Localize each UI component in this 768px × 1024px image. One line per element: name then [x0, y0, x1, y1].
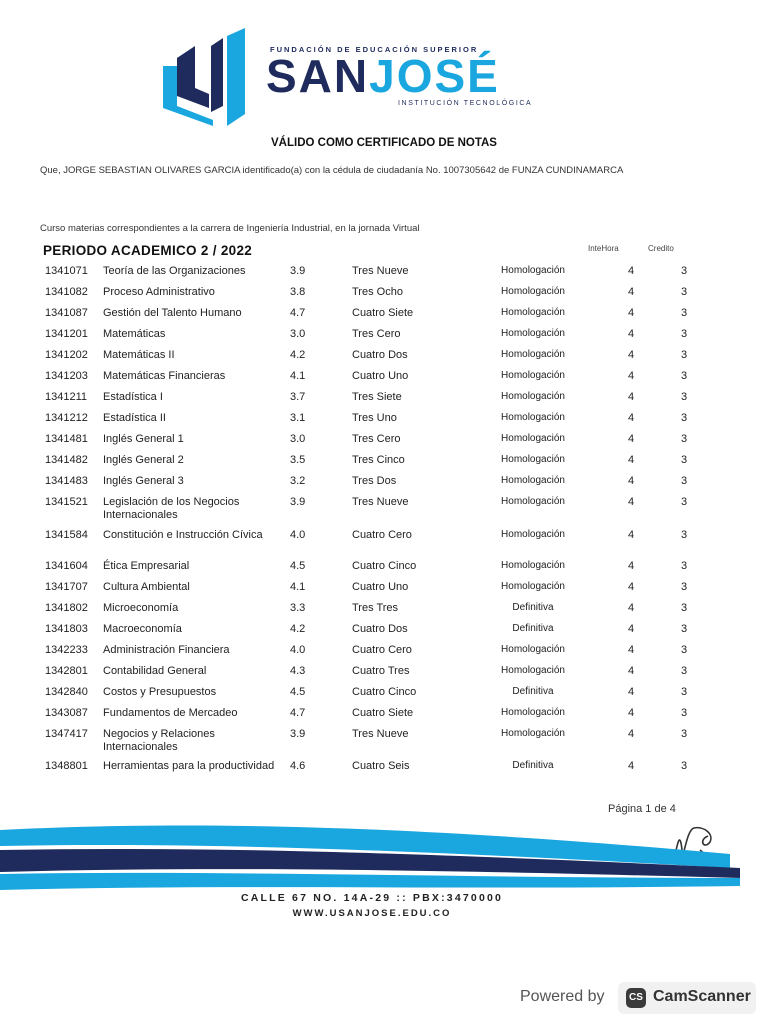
cell-grade: 4.7	[290, 307, 306, 319]
cell-words: Cuatro Dos	[352, 623, 408, 635]
camscanner-icon: CS	[626, 988, 646, 1008]
cell-hours: 4	[628, 665, 635, 677]
cell-hours: 4	[628, 496, 635, 508]
cell-credits: 3	[681, 644, 688, 656]
cell-words: Tres Tres	[352, 602, 399, 614]
cell-words: Cuatro Cero	[352, 529, 412, 541]
cell-type: Definitiva	[512, 602, 554, 613]
org-name-part-1: SAN	[266, 50, 370, 102]
cell-credits: 3	[681, 454, 688, 466]
cell-credits: 3	[681, 328, 688, 340]
cell-words: Tres Dos	[352, 475, 397, 487]
cell-grade: 4.0	[290, 529, 306, 541]
cell-credits: 3	[681, 760, 688, 772]
cell-type: Homologación	[501, 644, 565, 655]
cell-name: Herramientas para la productividad	[103, 760, 275, 772]
cell-words: Cuatro Seis	[352, 760, 410, 772]
cell-name: Matemáticas II	[103, 349, 175, 361]
cell-credits: 3	[681, 665, 688, 677]
org-subtitle: INSTITUCIÓN TECNOLÓGICA	[398, 100, 533, 107]
cell-hours: 4	[628, 370, 635, 382]
cell-credits: 3	[681, 433, 688, 445]
cell-type: Definitiva	[512, 760, 554, 771]
footer-website: WWW.USANJOSE.EDU.CO	[292, 908, 452, 919]
cell-credits: 3	[681, 529, 688, 541]
cell-credits: 3	[681, 349, 688, 361]
cell-grade: 4.0	[290, 644, 306, 656]
cell-credits: 3	[681, 686, 688, 698]
cell-name: Negocios y Relaciones Internacionales	[103, 728, 215, 753]
cell-type: Homologación	[501, 370, 565, 381]
cell-hours: 4	[628, 529, 635, 541]
cell-type: Homologación	[501, 560, 565, 571]
cell-hours: 4	[628, 286, 635, 298]
cell-credits: 3	[681, 475, 688, 487]
cell-grade: 3.2	[290, 475, 306, 487]
cell-type: Definitiva	[512, 686, 554, 697]
cell-grade: 3.9	[290, 265, 306, 277]
cell-grade: 4.6	[290, 760, 306, 772]
cell-code: 1348801	[45, 760, 88, 772]
cell-words: Tres Cinco	[352, 454, 405, 466]
cell-type: Homologación	[501, 496, 565, 507]
cell-grade: 3.9	[290, 496, 306, 508]
cell-type: Homologación	[501, 286, 565, 297]
cell-credits: 3	[681, 391, 688, 403]
cell-grade: 3.5	[290, 454, 306, 466]
cell-words: Tres Nueve	[352, 496, 409, 508]
cell-name: Costos y Presupuestos	[103, 686, 217, 698]
cell-words: Cuatro Tres	[352, 665, 410, 677]
cell-grade: 3.3	[290, 602, 306, 614]
cell-grade: 4.2	[290, 623, 306, 635]
cell-type: Homologación	[501, 391, 565, 402]
cell-words: Tres Siete	[352, 391, 402, 403]
page-number: Página 1 de 4	[608, 803, 676, 815]
cell-code: 1341802	[45, 602, 88, 614]
cell-hours: 4	[628, 707, 635, 719]
cell-grade: 4.1	[290, 581, 306, 593]
cell-code: 1341584	[45, 529, 88, 541]
cell-code: 1341202	[45, 349, 88, 361]
cell-hours: 4	[628, 581, 635, 593]
cell-credits: 3	[681, 581, 688, 593]
cell-code: 1341201	[45, 328, 88, 340]
cell-hours: 4	[628, 560, 635, 572]
cell-code: 1341482	[45, 454, 88, 466]
cell-name: Constitución e Instrucción Cívica	[103, 529, 263, 541]
cell-type: Homologación	[501, 529, 565, 540]
cell-type: Homologación	[501, 349, 565, 360]
cell-name: Legislación de los Negocios Internacionales	[103, 496, 240, 521]
cell-type: Homologación	[501, 412, 565, 423]
cell-credits: 3	[681, 602, 688, 614]
cell-code: 1341604	[45, 560, 88, 572]
cell-credits: 3	[681, 707, 688, 719]
cell-name: Inglés General 3	[103, 475, 184, 487]
cell-code: 1343087	[45, 707, 88, 719]
cell-code: 1341481	[45, 433, 88, 445]
cell-hours: 4	[628, 602, 635, 614]
cell-code: 1341483	[45, 475, 88, 487]
certificate-statement: Que, JORGE SEBASTIAN OLIVARES GARCIA identificado(a) con la cédula de ciudadanía No. 1007305642 de FUNZA CUNDINAMARCA	[40, 165, 624, 176]
org-name	[266, 50, 500, 102]
cell-credits: 3	[681, 286, 688, 298]
org-top-line: FUNDACIÓN DE EDUCACIÓN SUPERIOR	[270, 45, 479, 54]
cell-name: Matemáticas Financieras	[103, 370, 226, 382]
cell-name: Microeconomía	[103, 602, 179, 614]
cell-code: 1341087	[45, 307, 88, 319]
cell-hours: 4	[628, 686, 635, 698]
institution-logo-icon	[163, 28, 245, 126]
cell-grade: 4.3	[290, 665, 306, 677]
cell-type: Homologación	[501, 433, 565, 444]
cell-grade: 4.7	[290, 707, 306, 719]
cell-credits: 3	[681, 265, 688, 277]
cell-name: Ética Empresarial	[103, 560, 190, 572]
cell-grade: 3.1	[290, 412, 306, 424]
cell-type: Homologación	[501, 454, 565, 465]
cell-type: Homologación	[501, 707, 565, 718]
cell-hours: 4	[628, 265, 635, 277]
cell-name: Administración Financiera	[103, 644, 230, 656]
column-header-hours: InteHora	[588, 244, 619, 253]
cell-words: Cuatro Dos	[352, 349, 408, 361]
cell-hours: 4	[628, 475, 635, 487]
cell-hours: 4	[628, 454, 635, 466]
cell-grade: 4.1	[290, 370, 306, 382]
cell-name: Fundamentos de Mercadeo	[103, 707, 238, 719]
cell-credits: 3	[681, 370, 688, 382]
cell-credits: 3	[681, 496, 688, 508]
cell-code: 1341212	[45, 412, 88, 424]
cell-words: Cuatro Siete	[352, 307, 414, 319]
cell-type: Homologación	[501, 475, 565, 486]
cell-type: Homologación	[501, 265, 565, 276]
cell-name: Inglés General 2	[103, 454, 184, 466]
cell-name: Matemáticas	[103, 328, 166, 340]
cell-code: 1341521	[45, 496, 88, 508]
footer-wave-band	[0, 820, 768, 920]
cell-name: Gestión del Talento Humano	[103, 307, 242, 319]
cell-hours: 4	[628, 412, 635, 424]
cell-words: Tres Cero	[352, 433, 401, 445]
cell-hours: 4	[628, 728, 635, 740]
cell-grade: 4.2	[290, 349, 306, 361]
cell-type: Homologación	[501, 665, 565, 676]
footer-address: CALLE 67 NO. 14A-29 :: PBX:3470000	[240, 892, 504, 904]
cell-code: 1342840	[45, 686, 88, 698]
cell-grade: 3.0	[290, 328, 306, 340]
cell-hours: 4	[628, 644, 635, 656]
cell-name: Estadística II	[103, 412, 166, 424]
cell-credits: 3	[681, 307, 688, 319]
cell-words: Tres Ocho	[352, 286, 403, 298]
column-header-credits: Credito	[648, 244, 674, 253]
cell-hours: 4	[628, 623, 635, 635]
cell-words: Tres Cero	[352, 328, 401, 340]
powered-by-label: Powered by	[520, 988, 605, 1005]
cell-hours: 4	[628, 328, 635, 340]
cell-grade: 3.8	[290, 286, 306, 298]
cell-credits: 3	[681, 623, 688, 635]
cell-grade: 4.5	[290, 686, 306, 698]
cell-name: Contabilidad General	[103, 665, 207, 677]
cell-grade: 4.5	[290, 560, 306, 572]
cell-grade: 3.7	[290, 391, 306, 403]
cell-code: 1342233	[45, 644, 88, 656]
cell-words: Cuatro Cero	[352, 644, 412, 656]
cell-hours: 4	[628, 433, 635, 445]
period-title: PERIODO ACADEMICO 2 / 2022	[43, 243, 253, 258]
cell-type: Homologación	[501, 328, 565, 339]
cell-name: Estadística I	[103, 391, 163, 403]
cell-name: Teoría de las Organizaciones	[103, 265, 246, 277]
cell-code: 1341803	[45, 623, 88, 635]
cell-words: Cuatro Siete	[352, 707, 414, 719]
cell-code: 1341203	[45, 370, 88, 382]
cell-credits: 3	[681, 412, 688, 424]
cell-hours: 4	[628, 307, 635, 319]
cell-words: Cuatro Uno	[352, 370, 409, 382]
cell-words: Cuatro Uno	[352, 581, 409, 593]
cell-words: Cuatro Cinco	[352, 686, 417, 698]
cell-name: Macroeconomía	[103, 623, 182, 635]
cell-code: 1341211	[45, 391, 88, 403]
certificate-title: VÁLIDO COMO CERTIFICADO DE NOTAS	[271, 137, 497, 149]
cell-type: Homologación	[501, 581, 565, 592]
cell-hours: 4	[628, 760, 635, 772]
org-name-part-2: JOSÉ	[369, 50, 500, 102]
cell-words: Tres Uno	[352, 412, 397, 424]
certificate-course-line: Curso materias correspondientes a la carrera de Ingeniería Industrial, en la jornada Virtual	[40, 223, 420, 234]
cell-grade: 3.9	[290, 728, 306, 740]
cell-code: 1342801	[45, 665, 88, 677]
cell-words: Tres Nueve	[352, 728, 409, 740]
cell-code: 1347417	[45, 728, 88, 740]
cell-grade: 3.0	[290, 433, 306, 445]
cell-code: 1341082	[45, 286, 88, 298]
camscanner-brand: CamScanner	[653, 988, 751, 1005]
cell-credits: 3	[681, 560, 688, 572]
cell-code: 1341707	[45, 581, 88, 593]
cell-name: Proceso Administrativo	[103, 286, 215, 298]
cell-name: Inglés General 1	[103, 433, 184, 445]
cell-hours: 4	[628, 391, 635, 403]
cell-name: Cultura Ambiental	[103, 581, 190, 593]
cell-credits: 3	[681, 728, 688, 740]
cell-type: Definitiva	[512, 623, 554, 634]
cell-words: Cuatro Cinco	[352, 560, 417, 572]
cell-hours: 4	[628, 349, 635, 361]
cell-type: Homologación	[501, 307, 565, 318]
cell-code: 1341071	[45, 265, 88, 277]
cell-type: Homologación	[501, 728, 565, 739]
cell-words: Tres Nueve	[352, 265, 409, 277]
